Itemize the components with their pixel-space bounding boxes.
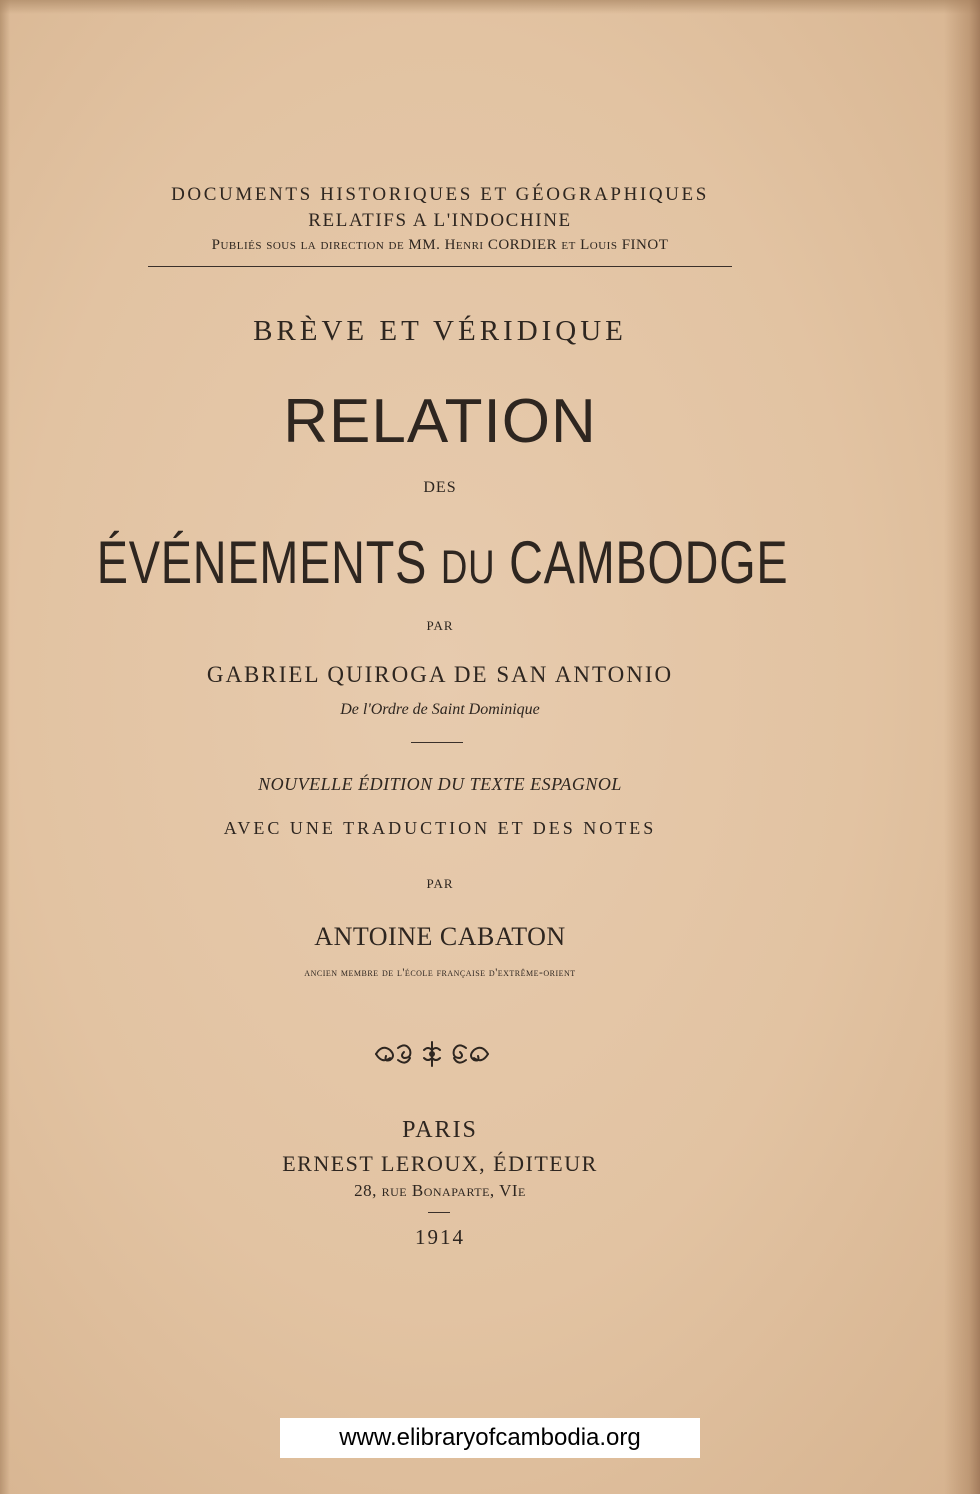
imprint-year: 1914 bbox=[415, 1225, 465, 1249]
paper-edge-right bbox=[944, 0, 980, 1494]
author-affiliation: De l'Ordre de Saint Dominique bbox=[340, 701, 540, 718]
author-rule bbox=[411, 742, 463, 743]
imprint-publisher: ERNEST LEROUX, ÉDITEUR bbox=[282, 1151, 598, 1176]
edition-line2: AVEC UNE TRADUCTION ET DES NOTES bbox=[223, 818, 657, 838]
translator-title: ancien membre de l'école française d'extrême-orient bbox=[304, 967, 576, 979]
ornament-icon bbox=[372, 1038, 492, 1070]
title-connector: DES bbox=[423, 479, 457, 496]
series-title-line2: RELATIFS A L'INDOCHINE bbox=[308, 210, 572, 231]
imprint-rule bbox=[428, 1212, 450, 1213]
translator-name: ANTOINE CABATON bbox=[314, 922, 566, 951]
series-rule bbox=[148, 266, 732, 267]
subject-title-part1: ÉVÉNEMENTS bbox=[96, 529, 441, 596]
author-name: GABRIEL QUIROGA DE SAN ANTONIO bbox=[206, 662, 674, 687]
series-editors: Publiés sous la direction de MM. Henri CORDIER et Louis FINOT bbox=[211, 237, 669, 253]
translator-par: PAR bbox=[426, 876, 454, 891]
subject-title-du: DU bbox=[440, 540, 496, 593]
main-title: RELATION bbox=[283, 387, 597, 456]
author-par: PAR bbox=[426, 618, 454, 633]
imprint-city: PARIS bbox=[402, 1117, 478, 1143]
subject-title-part2: CAMBODGE bbox=[495, 529, 789, 596]
watermark-url: www.elibraryofcambodia.org bbox=[280, 1418, 700, 1458]
paper-edge-top bbox=[0, 0, 980, 14]
pretitle: BRÈVE ET VÉRIDIQUE bbox=[253, 315, 627, 347]
subject-title bbox=[96, 528, 789, 597]
series-title-line1: DOCUMENTS HISTORIQUES ET GÉOGRAPHIQUES bbox=[171, 184, 709, 205]
imprint-address: 28, rue Bonaparte, VIe bbox=[354, 1181, 526, 1200]
edition-line1: NOUVELLE ÉDITION DU TEXTE ESPAGNOL bbox=[258, 774, 622, 794]
